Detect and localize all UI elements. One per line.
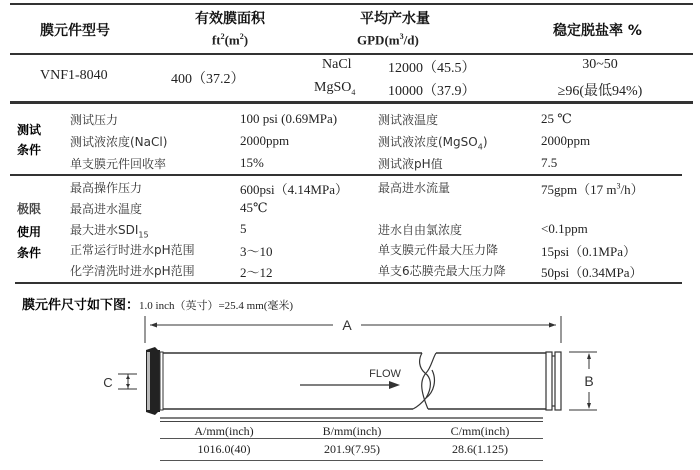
dim-table-mid-rule <box>160 438 543 439</box>
salt-nacl-rejection: 30~50 <box>582 57 618 72</box>
model-value: VNF1-8040 <box>40 68 108 83</box>
usage-key: 最高操作压力 <box>70 181 143 195</box>
test-value: 2000ppm <box>541 133 591 148</box>
salt-nacl-flow: 12000（45.5） <box>388 61 476 76</box>
dimension-title: 膜元件尺寸如下图： <box>22 298 140 313</box>
test-conditions-label-1: 测试 <box>17 123 42 137</box>
dimension-c <box>118 374 137 389</box>
test-value: 2000ppm <box>240 133 290 148</box>
dimension-b-label: B <box>584 373 594 389</box>
test-key: 测试压力 <box>70 113 119 127</box>
test-key: 测试液pH值 <box>378 157 443 171</box>
test-value: 100 psi (0.69MPa) <box>240 111 338 126</box>
header-area: 有效膜面积 <box>195 11 265 27</box>
break-symbol <box>413 353 436 409</box>
test-value: 15% <box>240 155 264 170</box>
header-rejection: 稳定脱盐率 % <box>553 23 642 39</box>
test-value: 7.5 <box>541 155 558 170</box>
salt-mgso4-name: MgSO$_4$ <box>314 80 356 97</box>
usage-key: 最高进水流量 <box>378 181 451 195</box>
usage-key: 正常运行时进水pH范围 <box>70 243 195 257</box>
usage-key: 最大进水$SDI_{15}$ <box>70 223 149 240</box>
usage-key: 单支膜元件最大压力降 <box>378 243 499 257</box>
flow-arrow <box>300 381 400 389</box>
dim-header-b: B/mm(inch) <box>322 424 382 438</box>
flow-label: FLOW <box>369 368 401 380</box>
usage-value: 3～10 <box>240 244 273 259</box>
test-conditions-label-2: 条件 <box>17 143 42 157</box>
test-value: 25 ℃ <box>541 111 572 126</box>
salt-mgso4-flow: 10000（37.9） <box>388 84 476 99</box>
salt-mgso4-rejection: ≥96(最低94%) <box>557 84 643 99</box>
left-end-cap <box>146 347 163 415</box>
usage-conditions-label-0: 极限 <box>17 202 42 216</box>
dimension-a-line <box>145 316 561 343</box>
test-key: 测试液温度 <box>378 113 439 127</box>
usage-key: 单支6芯膜壳最大压力降 <box>378 264 506 278</box>
dim-table-bottom-rule <box>160 460 543 461</box>
usage-key: 进水自由氯浓度 <box>378 223 463 237</box>
test-key: 测试液浓度(MgSO$_4$) <box>378 135 488 152</box>
dim-value-b: 201.9(7.95) <box>324 442 380 456</box>
dim-table-top-rule <box>160 421 543 422</box>
usage-value: 75gpm（17 $m^3/h$） <box>541 181 644 197</box>
dim-value-a: 1016.0(40) <box>197 442 251 456</box>
header-model: 膜元件型号 <box>40 23 110 39</box>
dimension-c-label: C <box>103 375 113 390</box>
test-key: 单支膜元件回收率 <box>70 157 167 171</box>
header-flow-unit: $GPD(m^3/d)$ <box>357 32 419 48</box>
usage-value: <0.1ppm <box>541 221 588 236</box>
usage-value: 50psi（0.34MPa） <box>541 265 643 280</box>
test-key: 测试液浓度(NaCl) <box>70 135 168 149</box>
dim-value-c: 28.6(1.125) <box>452 442 508 456</box>
right-end-cap <box>546 352 561 410</box>
usage-value: 600psi（4.14MPa） <box>240 182 348 197</box>
usage-conditions-label-2: 条件 <box>17 246 42 260</box>
header-flow: 平均产水量 <box>360 11 430 27</box>
dim-header-a: A/mm(inch) <box>194 424 254 438</box>
dim-header-c: C/mm(inch) <box>450 424 510 438</box>
usage-value: 45℃ <box>240 200 268 215</box>
element-body <box>163 353 546 409</box>
usage-value: 5 <box>240 221 247 236</box>
usage-key: 最高进水温度 <box>70 202 143 216</box>
header-area-unit: $ft^2(m^2)$ <box>211 32 249 48</box>
salt-nacl-name: NaCl <box>322 57 352 72</box>
area-value: 400（37.2） <box>171 72 245 87</box>
unit-conversion-note: 1.0 inch（英寸）=25.4 mm(毫米) <box>139 300 294 312</box>
usage-value: 15psi（0.1MPa） <box>541 244 636 259</box>
dimension-a-label: A <box>342 317 352 333</box>
usage-key: 化学清洗时进水pH范围 <box>70 264 195 278</box>
usage-value: 2～12 <box>240 265 273 280</box>
usage-conditions-label-1: 使用 <box>17 225 42 239</box>
